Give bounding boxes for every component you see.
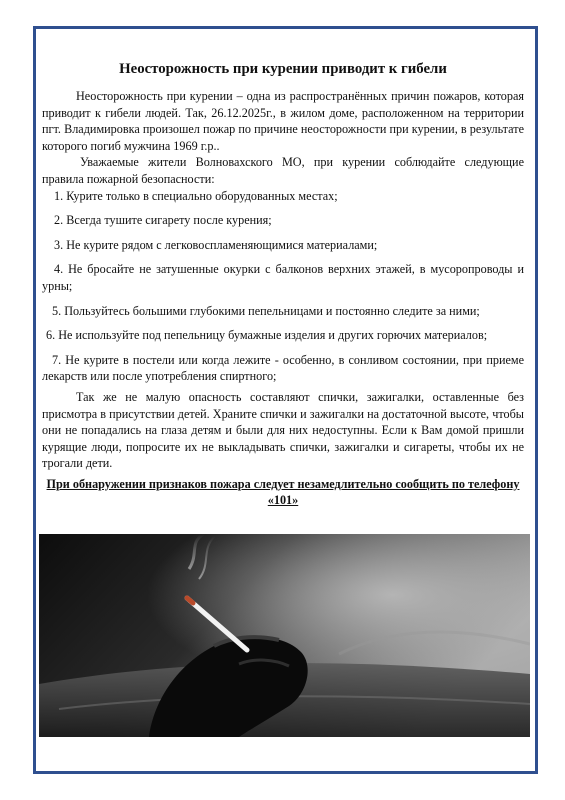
- smoking-hand-photo: [39, 534, 530, 737]
- rule-item: 6. Не используйте под пепельницу бумажные изделия и других горючих материалов;: [46, 328, 488, 343]
- rule-item: 5. Пользуйтесь большими глубокими пепельницами и постоянно следите за ними;: [52, 303, 480, 318]
- rule-item: 2. Всегда тушите сигарету после курения;: [54, 213, 272, 228]
- rule-item: 4. Не бросайте не затушенные окурки с балконов верхних этажей, в мусоропроводы и урны;: [42, 262, 524, 293]
- appeal-paragraph: Уважаемые жители Волновахского МО, при курении соблюдайте следующие правила пожарной безопасности:: [42, 155, 524, 186]
- rule-item: 3. Не курите рядом с легковоспламеняющимися материалами;: [54, 237, 378, 252]
- intro-paragraph: Неосторожность при курении – одна из распространённых причин пожаров, которая приводит к гибели людей. Так, 26.12.2025г., в жилом доме, расположенном на территории пгт. Владимировка произошел пожар по причине неосторожности при курении, в результате которого погиб мужчина 1969 г.р..: [42, 89, 524, 153]
- rule-item: 7. Не курите в постели или когда лежите - особенно, в сонливом состоянии, при приеме лекарств или после употребления спиртного;: [42, 352, 524, 384]
- document-body: [42, 60, 524, 508]
- emergency-call-notice: При обнаружении признаков пожара следует незамедлительно сообщить по телефону «101»: [46, 476, 520, 507]
- rule-item: 1. Курите только в специально оборудованных местах;: [54, 188, 338, 203]
- children-note-paragraph: Так же не малую опасность составляют спички, зажигалки, оставленные без присмотра в присутствии детей. Храните спички и зажигалки на достаточной высоте, чтобы они не попадались на глаза детям и были для них недоступны. Если к Вам домой пришли курящие люди, попросите их не выкладывать спички, зажигалки и сигареты, чтобы их не трогали дети.: [42, 389, 524, 471]
- page-title: Неосторожность при курении приводит к гибели: [119, 61, 447, 77]
